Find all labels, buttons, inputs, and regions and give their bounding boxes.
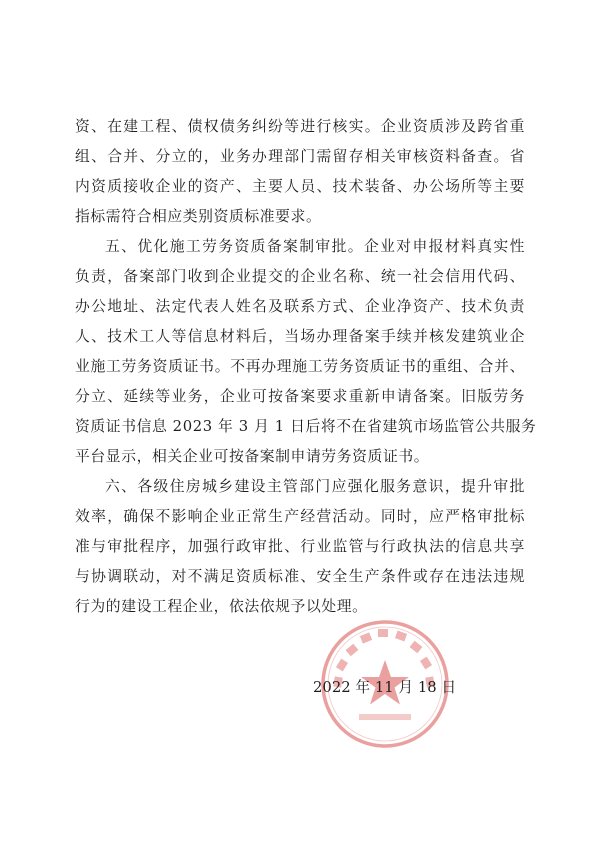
text-line: 效率，确保不影响企业正常生产经营活动。同时，应严格审批标 bbox=[75, 508, 525, 525]
text-line: 资、在建工程、债权债务纠纷等进行核实。企业资质涉及跨省重 bbox=[75, 118, 525, 135]
text-line: 资质证书信息 2023 年 3 月 1 日后将不在省建筑市场监管公共服务 bbox=[75, 418, 537, 435]
text-line: 准与审批程序，加强行政审批、行业监管与行政执法的信息共享 bbox=[75, 538, 525, 555]
text-line: 业施工劳务资质证书。不再办理施工劳务资质证书的重组、合并、 bbox=[75, 358, 525, 375]
text-line: 行为的建设工程企业，依法依规予以处理。 bbox=[75, 598, 368, 615]
document-date: 2022 年 11 月 18 日 bbox=[313, 679, 457, 696]
text-line: 分立、延续等业务，企业可按备案要求重新申请备案。旧版劳务 bbox=[75, 388, 525, 405]
text-line: 人、技术工人等信息材料后，当场办理备案手续并核发建筑业企 bbox=[75, 328, 525, 345]
text-line: 组、合并、分立的，业务办理部门需留存相关审核资料备查。省 bbox=[75, 148, 525, 165]
text-line: 负责，备案部门收到企业提交的企业名称、统一社会信用代码、 bbox=[75, 268, 525, 285]
text-line: 内资质接收企业的资产、主要人员、技术装备、办公场所等主要 bbox=[75, 178, 525, 195]
text-line: 平台显示，相关企业可按备案制申请劳务资质证书。 bbox=[75, 448, 430, 465]
section-six-heading-line: 六、各级住房城乡建设主管部门应强化服务意识，提升审批 bbox=[105, 478, 525, 495]
text-line: 与协调联动，对不满足资质标准、安全生产条件或存在违法违规 bbox=[75, 568, 525, 585]
section-five-heading-line: 五、优化施工劳务资质备案制审批。企业对申报材料真实性 bbox=[105, 238, 525, 255]
text-line: 指标需符合相应类别资质标准要求。 bbox=[75, 208, 322, 225]
text-line: 办公地址、法定代表人姓名及联系方式、企业净资产、技术负责 bbox=[75, 298, 525, 315]
